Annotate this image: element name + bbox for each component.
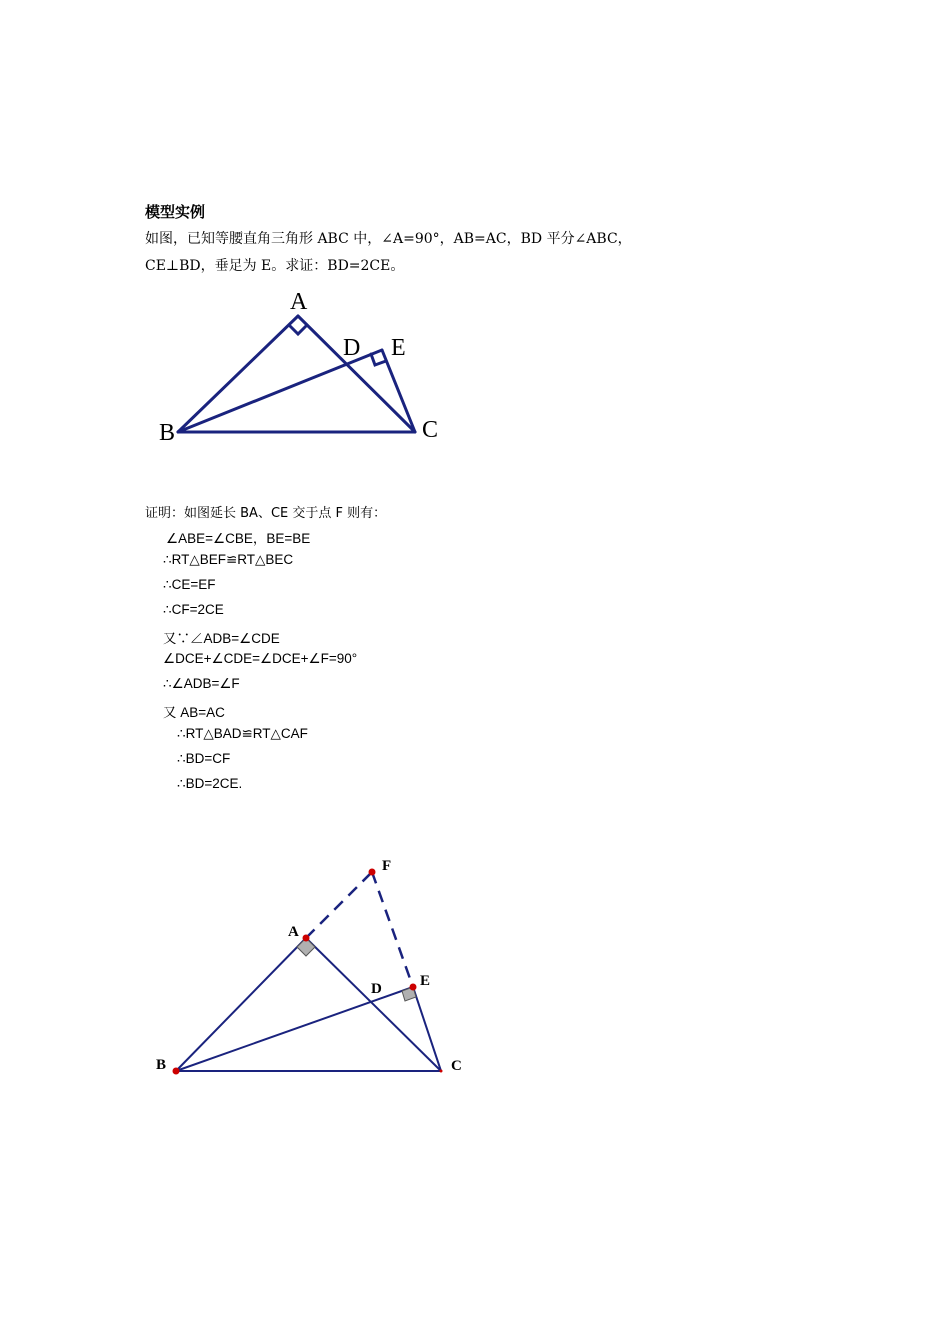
label-d: D: [343, 335, 361, 361]
proof-step-2: ∴RT△BEF≌RT△BEC: [163, 552, 294, 567]
point-c: [440, 1070, 443, 1073]
segment-be: [178, 350, 382, 432]
proof-step-9: ∴RT△BAD≌RT△CAF: [177, 726, 308, 741]
label-e: E: [391, 335, 406, 361]
segment-ab: [176, 938, 306, 1071]
proof-step-11: ∴BD=2CE.: [177, 776, 243, 791]
point-e: [410, 984, 417, 991]
label-e: E: [420, 973, 431, 989]
proof-step-5: 又∵∠ADB=∠CDE: [163, 631, 280, 646]
point-a: [303, 935, 310, 942]
label-a: A: [290, 289, 308, 315]
dashed-segment-fe: [372, 872, 413, 987]
figure-2-construction: [150, 850, 480, 1090]
segment-ac: [298, 316, 415, 432]
figure-1-triangle: [150, 285, 450, 450]
problem-line-1: 如图，已知等腰直角三角形 ABC 中，∠A=90°，AB=AC，BD 平分∠ABC，: [145, 231, 632, 247]
segment-ce: [382, 350, 415, 432]
proof-step-3: ∴CE=EF: [163, 577, 216, 592]
right-angle-mark-a: [289, 325, 307, 334]
proof-step-4: ∴CF=2CE: [163, 602, 224, 617]
label-b: B: [159, 420, 176, 446]
proof-step-8: 又 AB=AC: [163, 705, 225, 720]
proof-step-7: ∴∠ADB=∠F: [163, 676, 240, 691]
label-f: F: [382, 858, 392, 874]
section-title: 模型实例: [145, 203, 206, 221]
label-b: B: [156, 1057, 167, 1073]
label-c: C: [451, 1058, 462, 1074]
proof-step-1: ∠ABE=∠CBE，BE=BE: [166, 531, 311, 546]
dashed-segment-af: [306, 872, 372, 938]
point-b: [173, 1068, 180, 1075]
segment-ac: [306, 938, 441, 1071]
segment-be: [176, 987, 413, 1071]
label-d: D: [371, 981, 382, 997]
proof-step-10: ∴BD=CF: [177, 751, 231, 766]
proof-step-6: ∠DCE+∠CDE=∠DCE+∠F=90°: [163, 651, 358, 666]
point-f: [369, 869, 376, 876]
segment-ab: [178, 316, 298, 432]
label-c: C: [422, 417, 439, 443]
proof-intro: 证明：如图延长 BA、CE 交于点 F 则有：: [145, 506, 387, 521]
label-a: A: [288, 924, 299, 940]
problem-line-2: CE⊥BD，垂足为 E。求证：BD=2CE。: [145, 258, 405, 274]
